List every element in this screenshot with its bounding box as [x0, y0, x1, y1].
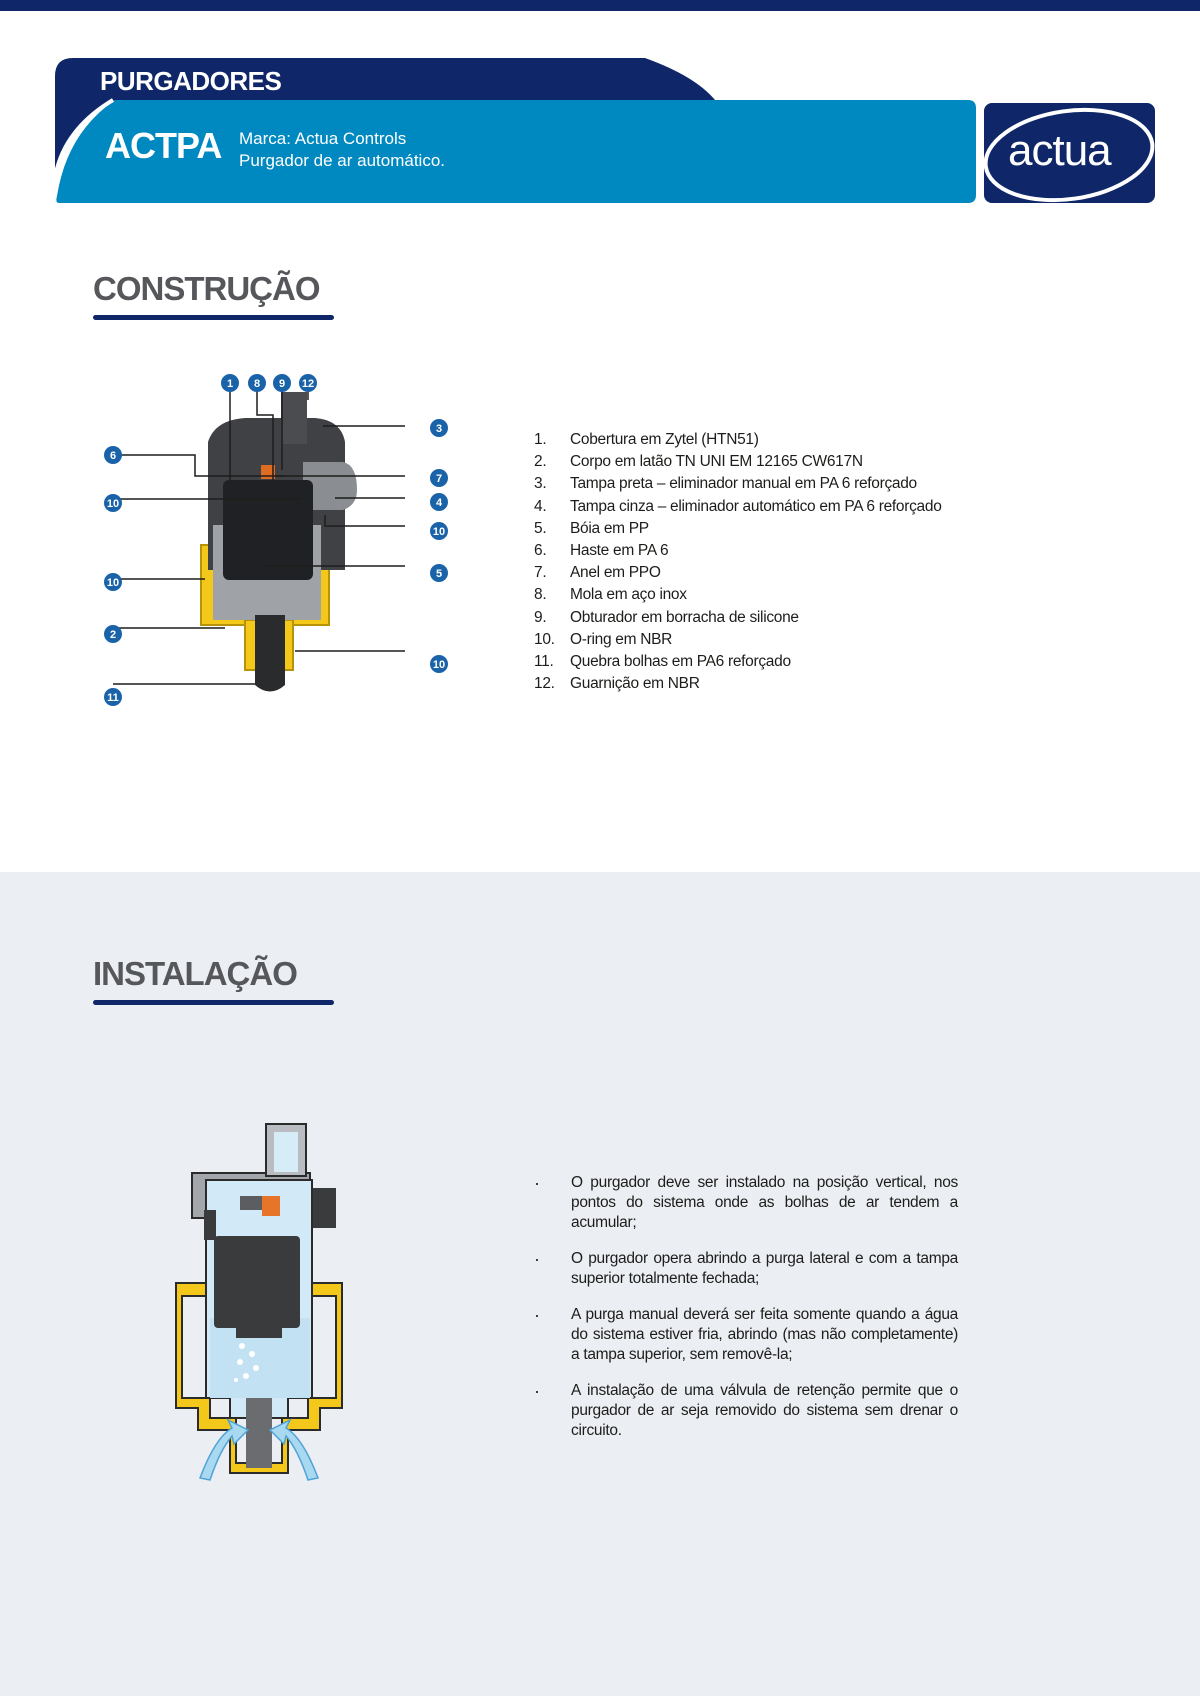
- installation-bullets: [534, 1173, 958, 1457]
- list-item: 7. Anel em PPO: [534, 564, 661, 582]
- list-item: 11. Quebra bolhas em PA6 reforçado: [534, 653, 791, 671]
- list-item: 2. Corpo em latão TN UNI EM 12165 CW617N: [534, 453, 863, 471]
- svg-text:4: 4: [435, 497, 443, 509]
- header-banner: [55, 58, 1155, 203]
- svg-text:3: 3: [435, 423, 443, 435]
- callout-10c: [104, 573, 122, 591]
- callout-8: [248, 374, 266, 392]
- list-item: 4. Tampa cinza – eliminador automático em PA 6 reforçado: [534, 497, 942, 515]
- callout-6: [104, 446, 122, 464]
- list-item: 1. Cobertura em Zytel (HTN51): [534, 431, 759, 448]
- svg-text:1: 1: [226, 378, 234, 390]
- svg-text:2: 2: [109, 629, 117, 641]
- list-item: · A purga manual deverá ser feita somente quando a água do sistema estiver fria, abrindo (mas não completamente) a tampa superior, sem removê-la;: [534, 1305, 958, 1365]
- installation-diagram: [170, 1118, 380, 1488]
- svg-text:10: 10: [432, 659, 446, 671]
- category-label: PURGADORES: [100, 66, 282, 96]
- parts-list: [534, 429, 942, 695]
- callout-3: [430, 419, 448, 437]
- top-bar: [0, 0, 1200, 11]
- list-item: 8. Mola em aço inox: [534, 586, 687, 604]
- callout-10a: [104, 494, 122, 512]
- construction-title-underline: [93, 315, 334, 320]
- callout-9: [273, 374, 291, 392]
- list-item: · O purgador opera abrindo a purga lateral e com a tampa superior totalmente fechada;: [534, 1249, 958, 1289]
- list-item: 3. Tampa preta – eliminador manual em PA 6 reforçado: [534, 475, 917, 493]
- list-item: · O purgador deve ser instalado na posição vertical, nos pontos do sistema onde as bolhas de ar tendem a acumular;: [534, 1173, 958, 1233]
- list-item: 10. O-ring em NBR: [534, 630, 673, 648]
- brand-line: Marca: Actua Controls: [239, 129, 407, 148]
- svg-text:10: 10: [432, 526, 446, 538]
- svg-text:10: 10: [106, 498, 120, 510]
- list-item: · A instalação de uma válvula de retenção permite que o purgador de ar seja removido do sistema sem drenar o circuito.: [534, 1381, 958, 1441]
- svg-text:10: 10: [106, 577, 120, 589]
- exploded-diagram: [95, 370, 465, 720]
- installation-title-underline: [93, 1000, 334, 1005]
- svg-text:8: 8: [253, 378, 261, 390]
- svg-text:12: 12: [301, 378, 315, 390]
- svg-text:6: 6: [109, 450, 117, 462]
- callout-5: [430, 564, 448, 582]
- svg-text:11: 11: [107, 692, 119, 704]
- callout-4: [430, 493, 448, 511]
- actua-logo: actua: [1008, 126, 1111, 175]
- callout-10d: [430, 655, 448, 673]
- callout-12: [299, 374, 317, 392]
- svg-text:9: 9: [278, 378, 286, 390]
- svg-text:5: 5: [435, 568, 443, 580]
- header-description: [239, 128, 445, 172]
- construction-title: CONSTRUÇÃO: [93, 270, 320, 307]
- product-description: Purgador de ar automático.: [239, 151, 446, 170]
- callout-7: [430, 469, 448, 487]
- installation-title: INSTALAÇÃO: [93, 955, 297, 992]
- list-item: 9. Obturador em borracha de silicone: [534, 608, 799, 626]
- callout-11: [104, 688, 122, 706]
- list-item: 6. Haste em PA 6: [534, 542, 669, 560]
- callout-1: [221, 374, 239, 392]
- purger-cutaway-image: [201, 392, 357, 692]
- model-name: ACTPA: [105, 125, 222, 166]
- svg-text:7: 7: [435, 473, 443, 485]
- callout-2: [104, 625, 122, 643]
- list-item: 12. Guarnição em NBR: [534, 675, 700, 693]
- list-item: 5. Bóia em PP: [534, 519, 649, 537]
- callout-10b: [430, 522, 448, 540]
